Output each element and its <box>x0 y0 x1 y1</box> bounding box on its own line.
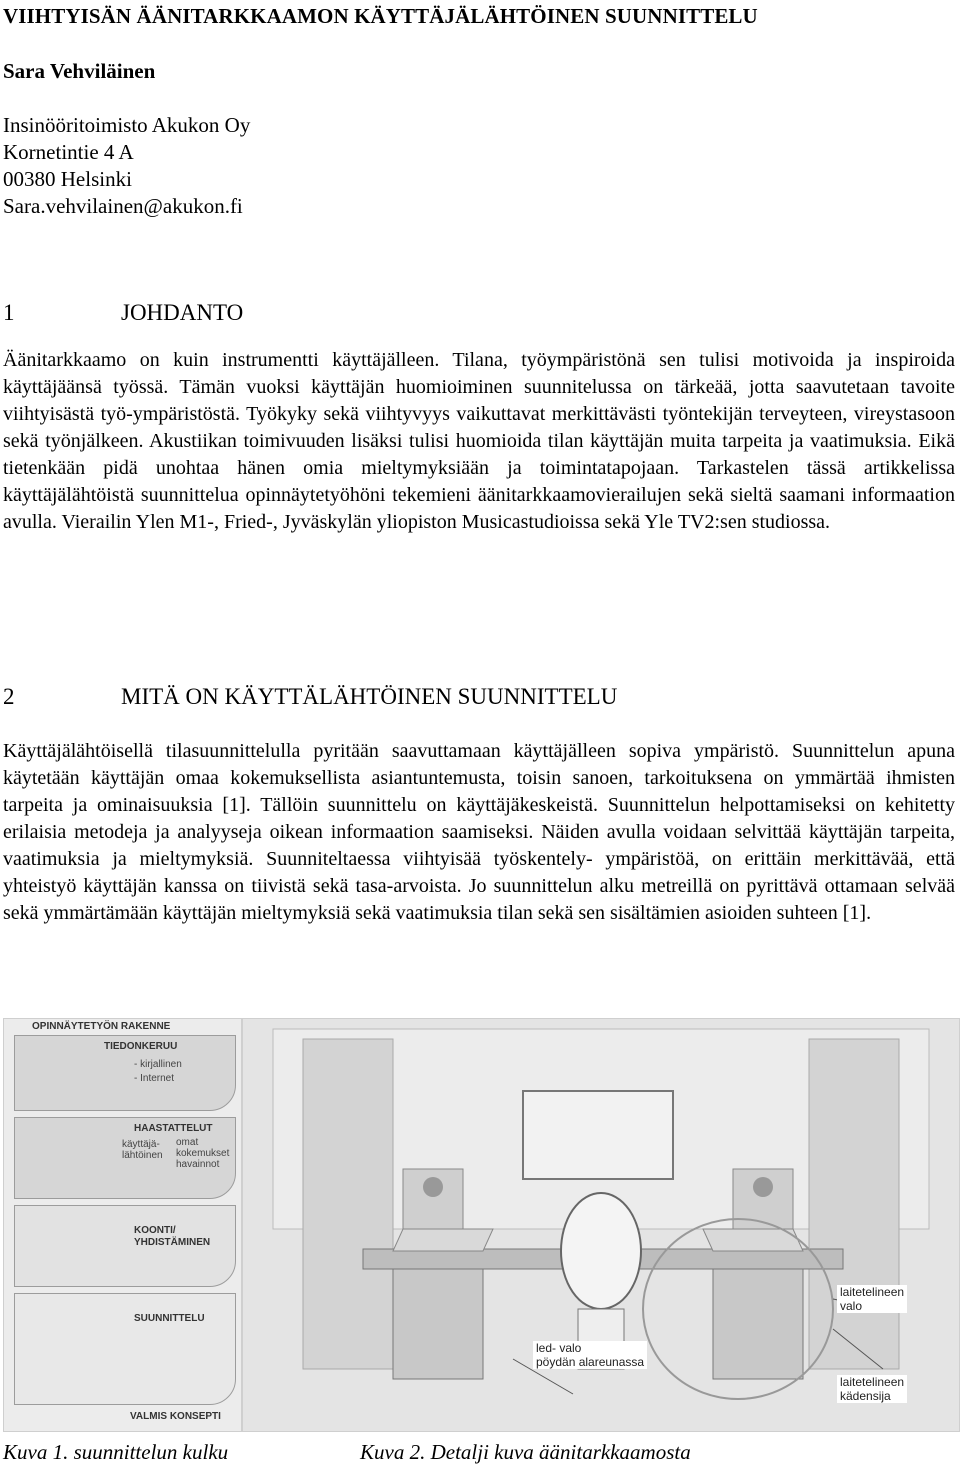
flow-step-2-right: omat kokemukset havainnot <box>176 1137 230 1170</box>
section-title: JOHDANTO <box>121 300 244 325</box>
label-rack-handle: laitetelineen kädensija <box>837 1375 907 1403</box>
flow-step-1-label: TIEDONKERUU <box>104 1041 178 1052</box>
section-title: MITÄ ON KÄYTTÄLÄHTÖINEN SUUNNITTELU <box>121 684 618 709</box>
author-name: Sara Vehviläinen <box>3 59 156 83</box>
figure-1-flow-diagram <box>3 1018 242 1432</box>
author-affiliation <box>3 112 250 220</box>
studio-illustration <box>243 1019 959 1431</box>
section-number: 2 <box>3 684 15 709</box>
flow-step-design <box>14 1293 236 1405</box>
figure-2-studio-drawing <box>242 1018 960 1432</box>
flow-title: OPINNÄYTETYÖN RAKENNE <box>32 1021 171 1032</box>
label-led-light: led- valo pöydän alareunassa <box>533 1341 647 1369</box>
affiliation-email: Sara.vehvilainen@akukon.fi <box>3 194 243 218</box>
section-number: 1 <box>3 300 15 325</box>
section-2-paragraph: Käyttäjälähtöisellä tilasuunnittelulla pyritään saavuttamaan käyttäjälleen sopiva ympäristö. Suunnittelun apuna käytetään käyttäjän omaa kokemuksellista asiantuntemusta, toisin sanoen, tarkoituksena on ymmärtää ihmisten tarpeita ja ominaisuuksia [1]. Tällöin suunnittelu on käyttäjäkeskeistä. Suunnittelun helpottamiseksi on kehitetty erilaisia metodeja ja analyyseja oikean informaation saamiseksi. Näiden avulla voidaan selvittää käyttäjän tarpeita, vaatimuksia ja mieltymyksiä. Suunniteltaessa viihtyisää työskentely- ympäristöä, on erittäin merkittävää, että yhteistyö käyttäjän kanssa on tiivistä sekä tasa-arvoista. Jo suunnittelun alku metreillä on pyrittävä ottamaan selvää sekä ymmärtämään käyttäjän mieltymyksiä sekä vaatimuksia tilan sekä sen sisältämien asioiden suhteen [1]. <box>3 740 955 924</box>
affiliation-company: Insinööritoimisto Akukon Oy <box>3 113 251 137</box>
label-rack-light: laitetelineen valo <box>837 1285 907 1313</box>
flow-step-1-item: - Internet <box>134 1073 175 1084</box>
section-1-heading <box>3 300 243 326</box>
flow-step-2-left: käyttäjä- lähtöinen <box>122 1139 163 1161</box>
flow-step-5-label: VALMIS KONSEPTI <box>130 1411 221 1422</box>
section-2-heading <box>3 684 617 710</box>
paper-title: VIIHTYISÄN ÄÄNITARKKAAMON KÄYTTÄJÄLÄHTÖINEN SUUNNITTELU <box>3 4 758 28</box>
flow-step-4-label: SUUNNITTELU <box>134 1313 205 1324</box>
figure-2-caption: Kuva 2. Detalji kuva äänitarkkaamosta <box>360 1440 691 1464</box>
section-1-paragraph: Äänitarkkaamo on kuin instrumentti käyttäjälleen. Tilana, työympäristönä sen tulisi motivoida ja inspiroida käyttäjäänsä työssä. Tämän vuoksi käyttäjän huomioiminen suunnitelussa on tärkeää, jotta saavutetaan tavoite viihtyisästä työ-ympäristöstä. Työkyky sekä viihtyvyys vaikuttavat merkittävästi työntekijän terveyteen, vireystasoon sekä työnjälkeen. Akustiikan toimivuuden lisäksi tulisi huomioida tilan käyttäjän muita tarpeita ja vaatimuksia. Eikä tietenkään pidä unohtaa hänen omia mieltymyksiään ja toimintatapojaan. Tarkastelen tässä artikkelissa käyttäjälähtöistä suunnittelua opinnäytetyöhöni tekemieni äänitarkkaamovierailujen sekä sieltä saamani informaation avulla. Vierailin Ylen M1-, Fried-, Jyväskylän yliopiston Musicastudioissa sekä Yle TV2:sen studiossa. <box>3 349 955 533</box>
affiliation-street: Kornetintie 4 A <box>3 140 134 164</box>
flow-step-1-item: - kirjallinen <box>134 1059 182 1070</box>
flow-step-2-label: HAASTATTELUT <box>134 1123 213 1134</box>
flow-step-3-label: KOONTI/ YHDISTÄMINEN <box>134 1225 211 1248</box>
affiliation-city: 00380 Helsinki <box>3 167 132 191</box>
figure-1-caption: Kuva 1. suunnittelun kulku <box>3 1440 229 1464</box>
